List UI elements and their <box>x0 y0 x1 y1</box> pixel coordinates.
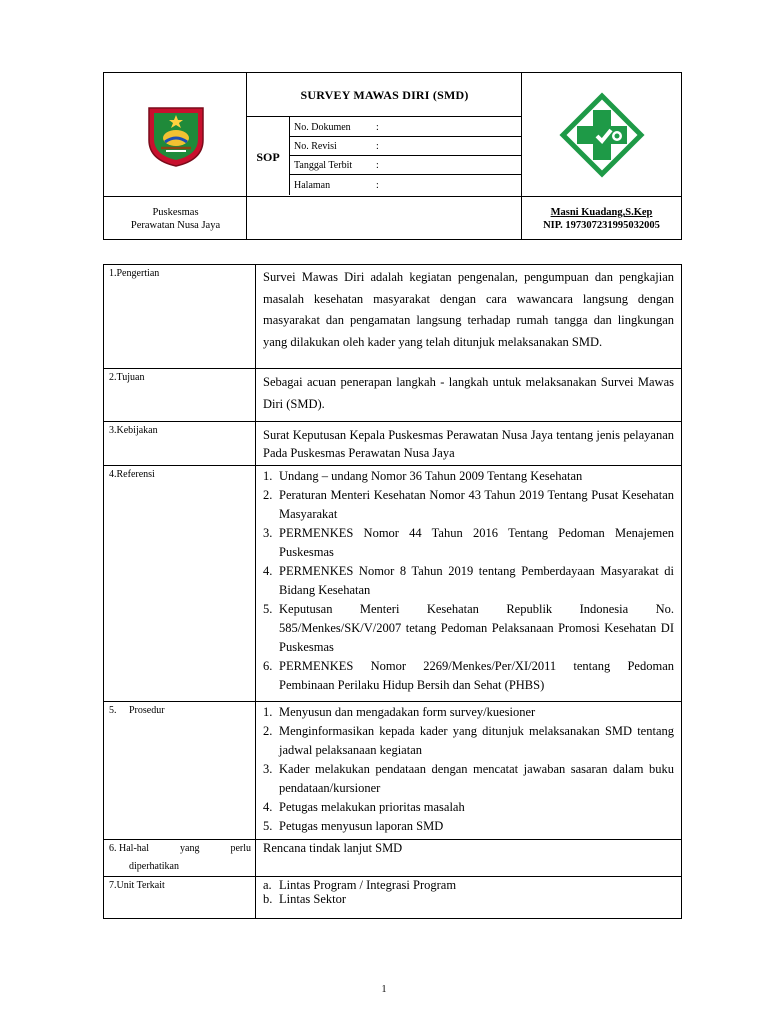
row-hal-hal <box>104 840 682 877</box>
meta-row-no-revisi <box>290 136 521 156</box>
meta-row-no-dokumen <box>290 117 521 137</box>
label-part: yang <box>180 843 200 854</box>
row-tujuan <box>104 369 682 422</box>
referensi-list <box>263 467 674 695</box>
section-content <box>256 877 682 919</box>
item-number: 1. <box>263 469 273 483</box>
meta-key: No. Dokumen <box>294 121 351 133</box>
item-text: PERMENKES Nomor 8 Tahun 2019 tentang Pemberdayaan Masyarakat di Bidang Kesehatan <box>279 564 674 597</box>
list-item <box>263 798 674 817</box>
item-number: 4. <box>263 564 273 578</box>
row-referensi <box>104 466 682 702</box>
section-content <box>256 422 682 466</box>
hal-text: Rencana tindak lanjut SMD <box>263 841 403 855</box>
item-text: Menyusun dan mengadakan form survey/kuesioner <box>279 705 536 719</box>
signer-nip: NIP. 197307231995032005 <box>543 220 660 231</box>
section-label: 1.Pengertian <box>104 265 256 369</box>
regional-emblem-logo <box>104 73 247 197</box>
item-letter: b. <box>263 892 273 906</box>
org-line-2: Perawatan Nusa Jaya <box>130 220 221 231</box>
signer-name: Masni Kuadang,S.Kep <box>550 207 653 218</box>
list-item <box>263 722 674 760</box>
list-item <box>263 817 674 836</box>
list-item <box>263 657 674 695</box>
meta-key: Tanggal Terbit <box>294 159 353 171</box>
section-content <box>256 265 682 369</box>
item-text: PERMENKES Nomor 2269/Menkes/Per/XI/2011 tentang Pedoman Pembinaan Perilaku Hidup Bersih dan Sehat (PHBS) <box>279 659 674 692</box>
sop-header-table <box>103 72 682 240</box>
item-number: 1. <box>263 705 273 719</box>
item-text: Menginformasikan kepada kader yang ditunjuk melaksanakan SMD tentang jadwal pelaksanaan kegiatan <box>279 724 674 757</box>
item-number: 6. <box>263 659 273 673</box>
item-text: Lintas Sektor <box>279 892 347 906</box>
list-item <box>263 524 674 562</box>
item-text: Petugas melakukan prioritas masalah <box>279 800 465 814</box>
item-text: Peraturan Menteri Kesehatan Nomor 43 Tahun 2019 Tentang Pusat Kesehatan Masyarakat <box>279 488 674 521</box>
sop-label: SOP <box>256 149 280 164</box>
list-item <box>263 892 674 906</box>
section-label: 4.Referensi <box>104 466 256 702</box>
meta-key: Halaman <box>294 179 331 191</box>
item-number: 2. <box>263 724 273 738</box>
item-text: Keputusan Menteri Kesehatan Republik Indonesia No. 585/Menkes/SK/V/2007 tetang Pedoman Pelaksanaan Promosi Kesehatan DI Puskesmas <box>279 602 674 654</box>
unit-list <box>263 878 674 906</box>
item-number: 4. <box>263 800 273 814</box>
section-label <box>104 702 256 840</box>
label-line-1 <box>109 840 251 858</box>
section-label <box>104 840 256 877</box>
row-pengertian <box>104 265 682 369</box>
list-item <box>263 600 674 657</box>
section-label: 2.Tujuan <box>104 369 256 422</box>
meta-row-tanggal-terbit <box>290 155 521 175</box>
label-number: 5. <box>109 705 117 716</box>
item-text: PERMENKES Nomor 44 Tahun 2016 Tentang Pedoman Menajemen Puskesmas <box>279 526 674 559</box>
section-content <box>256 369 682 422</box>
label-part: perlu <box>230 843 251 854</box>
list-item <box>263 486 674 524</box>
document-title: SURVEY MAWAS DIRI (SMD) <box>300 87 469 102</box>
section-content <box>256 702 682 840</box>
org-line-1: Puskesmas <box>152 207 199 218</box>
meta-sep: : <box>376 140 379 152</box>
label-text: Prosedur <box>129 705 165 716</box>
list-item <box>263 562 674 600</box>
page-number: 1 <box>381 984 387 995</box>
meta-key: No. Revisi <box>294 140 337 152</box>
sop-content-table <box>103 264 682 919</box>
prosedur-list <box>263 703 674 836</box>
section-label: 3.Kebijakan <box>104 422 256 466</box>
list-item <box>263 703 674 722</box>
list-item <box>263 467 674 486</box>
item-text: Undang – undang Nomor 36 Tahun 2009 Tentang Kesehatan <box>279 469 583 483</box>
section-label: 7.Unit Terkait <box>104 877 256 919</box>
list-item <box>263 760 674 798</box>
item-text: Petugas menyusun laporan SMD <box>279 819 444 833</box>
item-number: 3. <box>263 762 273 776</box>
row-unit-terkait <box>104 877 682 919</box>
meta-row-halaman <box>290 175 521 195</box>
label-line-2: diperhatikan <box>129 861 179 872</box>
item-number: 5. <box>263 602 273 616</box>
label-part: 6. Hal-hal <box>109 843 149 854</box>
item-letter: a. <box>263 878 272 892</box>
list-item <box>263 878 674 892</box>
pengertian-text: Survei Mawas Diri adalah kegiatan pengenalan, pengumpuan dan pengkajian masalah kesehatan masyarakat dengan cara wawancara langsung dengan masyarakat dan pengamatan langsung terhadap rumah tangga dan lingkungan yang dilakukan oleh kader yang telah ditunjuk melaksanakan SMD. <box>263 270 674 349</box>
signatory <box>522 197 681 241</box>
row-prosedur <box>104 702 682 840</box>
item-text: Lintas Program / Integrasi Program <box>279 878 457 892</box>
item-number: 2. <box>263 488 273 502</box>
section-content <box>256 466 682 702</box>
row-kebijakan <box>104 422 682 466</box>
tujuan-text: Sebagai acuan penerapan langkah - langkah untuk melaksanakan Survei Mawas Diri (SMD). <box>263 375 674 411</box>
kebijakan-text: Surat Keputusan Kepala Puskesmas Perawatan Nusa Jaya tentang jenis pelayanan Pada Puskesmas Perawatan Nusa Jaya <box>263 428 674 460</box>
organization-name <box>104 197 247 241</box>
item-number: 3. <box>263 526 273 540</box>
puskesmas-cross-logo <box>522 73 681 197</box>
section-content <box>256 840 682 877</box>
item-text: Kader melakukan pendataan dengan mencatat jawaban sasaran dalam buku pendataan/kursioner <box>279 762 674 795</box>
meta-sep: : <box>376 179 379 191</box>
meta-sep: : <box>376 159 379 171</box>
meta-sep: : <box>376 121 379 133</box>
item-number: 5. <box>263 819 273 833</box>
